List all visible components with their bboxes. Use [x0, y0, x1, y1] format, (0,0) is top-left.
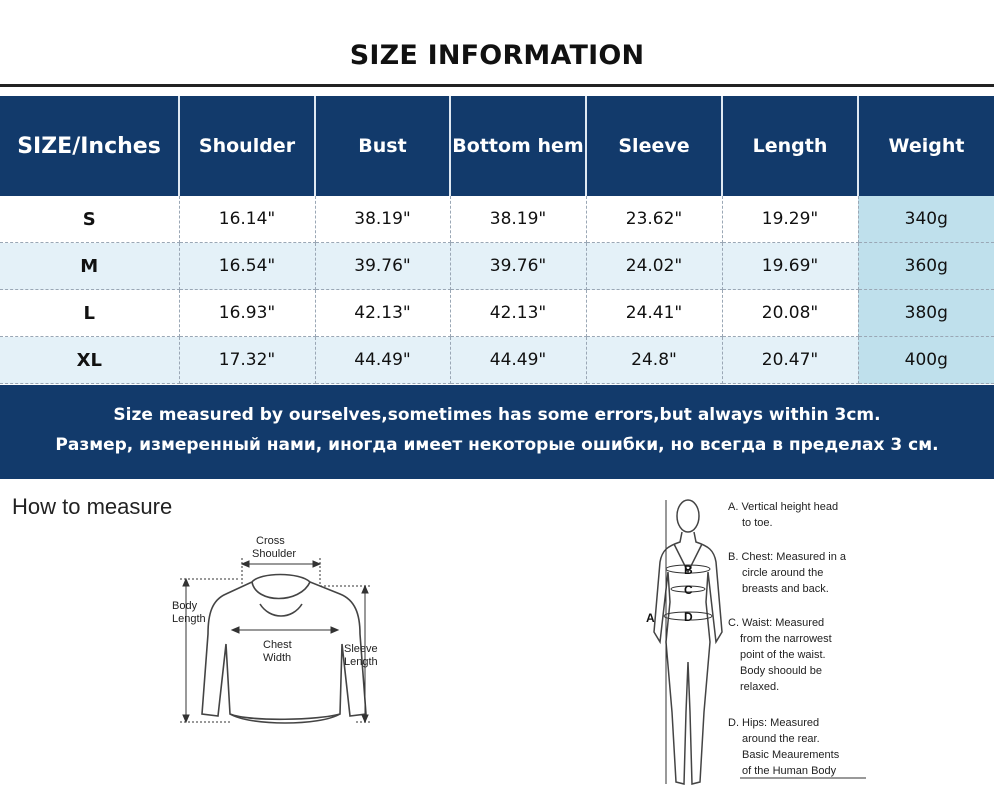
note-english: Size measured by ourselves,sometimes has some errors,but always within 3cm.: [113, 405, 881, 425]
title-bar: [0, 0, 994, 88]
note-d-3: Basic Meaurements: [742, 749, 840, 761]
cell-weight: 360g: [858, 243, 994, 290]
how-to-measure-title: How to measure: [12, 494, 173, 519]
cell-size: S: [0, 196, 179, 243]
cell-weight: 380g: [858, 290, 994, 337]
human-body-icon: [654, 500, 722, 784]
note-b-3: breasts and back.: [742, 583, 829, 595]
note-d-4: of the Human Body: [742, 765, 837, 777]
header-sleeve: Sleeve: [586, 96, 722, 196]
cell-shoulder: 16.93": [179, 290, 315, 337]
cell-size: XL: [0, 337, 179, 384]
cell-bottom-hem: 42.13": [450, 290, 586, 337]
cell-sleeve: 24.41": [586, 290, 722, 337]
how-to-measure-section: [0, 484, 994, 800]
table-row: [0, 337, 994, 384]
letter-c: C: [684, 583, 693, 597]
cell-shoulder: 16.14": [179, 196, 315, 243]
chest-width-label-1: Chest: [263, 639, 292, 651]
page-title: SIZE INFORMATION: [349, 40, 645, 71]
cell-sleeve: 24.02": [586, 243, 722, 290]
cell-sleeve: 23.62": [586, 196, 722, 243]
title-divider: [0, 84, 994, 87]
cell-bust: 39.76": [315, 243, 450, 290]
cell-size: M: [0, 243, 179, 290]
body-length-label-2: Length: [172, 613, 206, 625]
note-c-5: relaxed.: [740, 681, 780, 693]
cell-shoulder: 16.54": [179, 243, 315, 290]
cell-length: 19.29": [722, 196, 858, 243]
measurement-note: [0, 385, 994, 479]
header-shoulder: Shoulder: [179, 96, 315, 196]
cell-bust: 38.19": [315, 196, 450, 243]
note-c-3: point of the waist.: [740, 649, 826, 661]
note-russian: Размер, измеренный нами, иногда имеет некоторые ошибки, но всегда в пределах 3 см.: [55, 435, 939, 455]
note-b-1: B. Chest: Measured in a: [728, 551, 847, 563]
cell-bottom-hem: 38.19": [450, 196, 586, 243]
header-weight: Weight: [858, 96, 994, 196]
cell-length: 20.47": [722, 337, 858, 384]
body-length-label-1: Body: [172, 600, 198, 612]
chest-width-label-2: Width: [263, 652, 292, 664]
cross-shoulder-label-1: Cross: [256, 535, 285, 547]
sweater-diagram: [160, 524, 400, 774]
note-b-2: circle around the: [742, 567, 824, 579]
chest-width-arrow-icon: [232, 627, 338, 633]
letter-b: B: [684, 563, 693, 577]
note-c-1: C. Waist: Measured: [728, 617, 825, 629]
cross-shoulder-label-2: Shoulder: [252, 548, 297, 560]
header-bust: Bust: [315, 96, 450, 196]
note-a-2: to toe.: [742, 517, 773, 529]
letter-d: D: [684, 610, 693, 624]
note-c-4: Body shoould be: [740, 665, 822, 677]
note-a-1: A. Vertical height head: [728, 501, 839, 513]
body-measurement-diagram: [640, 492, 890, 796]
cell-bottom-hem: 44.49": [450, 337, 586, 384]
cell-weight: 340g: [858, 196, 994, 243]
table-header-row: [0, 96, 994, 196]
cell-bottom-hem: 39.76": [450, 243, 586, 290]
table-row: [0, 290, 994, 337]
sleeve-length-label-2: Length: [344, 656, 378, 668]
cell-length: 19.69": [722, 243, 858, 290]
sleeve-length-label-1: Sleeve: [344, 643, 378, 655]
table-row: [0, 196, 994, 243]
header-bottom-hem: Bottom hem: [450, 96, 586, 196]
letter-a: A: [646, 611, 655, 625]
header-size: SIZE/Inches: [0, 96, 179, 196]
size-table: [0, 96, 994, 384]
note-d-1: D. Hips: Measured: [728, 717, 820, 729]
cell-weight: 400g: [858, 337, 994, 384]
cell-size: L: [0, 290, 179, 337]
measurement-lines: [664, 500, 712, 784]
note-c-2: from the narrowest: [740, 633, 832, 645]
note-d-2: around the rear.: [742, 733, 820, 745]
cell-length: 20.08": [722, 290, 858, 337]
header-length: Length: [722, 96, 858, 196]
cell-bust: 42.13": [315, 290, 450, 337]
cell-shoulder: 17.32": [179, 337, 315, 384]
cell-sleeve: 24.8": [586, 337, 722, 384]
cell-bust: 44.49": [315, 337, 450, 384]
table-row: [0, 243, 994, 290]
